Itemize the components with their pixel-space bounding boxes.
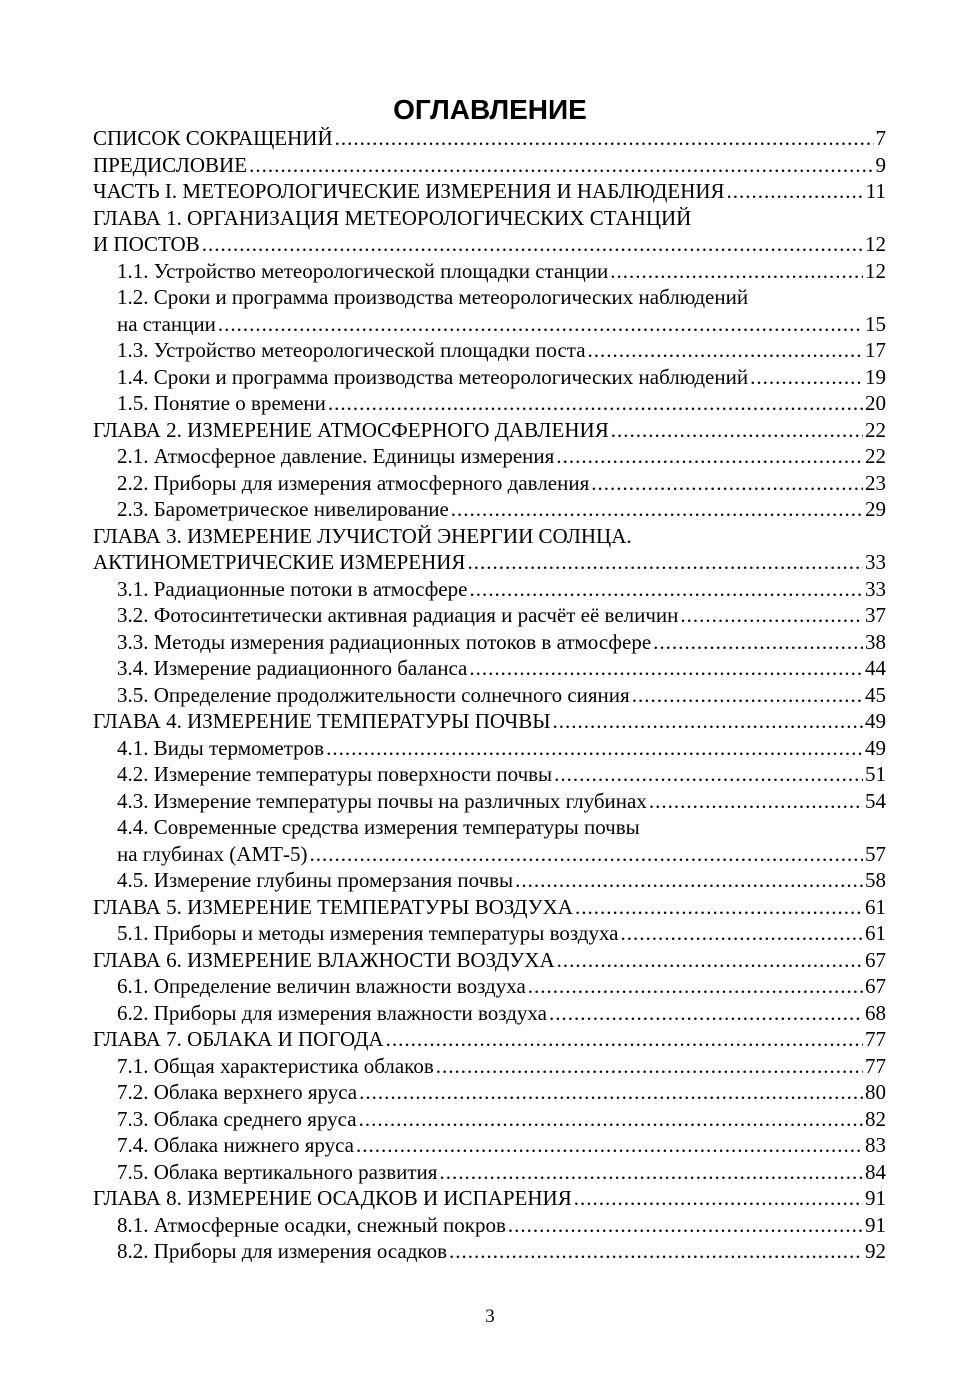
toc-entry-row — [117, 920, 886, 947]
toc-entry-row — [117, 788, 886, 815]
toc-entry-row — [117, 576, 886, 603]
dot-leader — [649, 788, 863, 815]
dot-leader — [335, 125, 874, 152]
toc-entry-title: ПРЕДИСЛОВИЕ — [93, 152, 248, 177]
toc-entry-row — [117, 1159, 886, 1186]
dot-leader — [574, 1185, 863, 1212]
toc-entry-page: 77 — [865, 1053, 886, 1078]
toc-entry-title: ГЛАВА 8. ИЗМЕРЕНИЕ ОСАДКОВ И ИСПАРЕНИЯ — [93, 1186, 572, 1210]
toc-entry[interactable] — [93, 1132, 886, 1159]
dot-leader — [557, 947, 863, 974]
toc-entry[interactable] — [93, 1106, 886, 1133]
toc-entry[interactable] — [93, 1238, 886, 1265]
toc-entry-title: СПИСОК СОКРАЩЕНИЙ — [93, 126, 333, 150]
toc-entry-row — [117, 1132, 886, 1159]
toc-entry-page: 23 — [865, 470, 886, 495]
toc-entry-title: 4.5. Измерение глубины промерзания почвы — [117, 868, 514, 892]
toc-entry-page: 22 — [865, 417, 886, 442]
toc-entry-title: 2.2. Приборы для измерения атмосферного давления — [117, 470, 590, 495]
toc-entry-page: 77 — [865, 1027, 886, 1051]
toc-entry-title: 7.2. Облака верхнего яруса — [117, 1080, 358, 1104]
toc-entry-row — [117, 841, 886, 868]
toc-entry-page: 12 — [865, 258, 886, 283]
toc-entry-title: 5.1. Приборы и методы измерения температуры воздуха — [117, 921, 619, 945]
toc-entry-page: 54 — [865, 788, 886, 813]
toc-entry-row — [93, 1185, 886, 1212]
toc-entry[interactable] — [93, 708, 886, 735]
dot-leader — [436, 1053, 863, 1080]
toc-entry-title: 8.2. Приборы для измерения осадков — [117, 1239, 447, 1263]
dot-leader — [439, 1159, 863, 1186]
toc-entry[interactable] — [93, 629, 886, 656]
toc-entry-title: 7.4. Облака нижнего яруса — [117, 1133, 354, 1157]
dot-leader — [356, 1132, 863, 1159]
toc-entry[interactable] — [93, 523, 886, 576]
toc-entry[interactable] — [93, 735, 886, 762]
toc-entry-title: на станции — [117, 311, 216, 336]
toc-entry[interactable] — [93, 443, 886, 470]
toc-entry-row — [117, 735, 886, 762]
toc-entry-title: 4.1. Виды термометров — [117, 735, 325, 760]
toc-entry-title: на глубинах (АМТ-5) — [117, 841, 308, 866]
toc-entry[interactable] — [93, 470, 886, 497]
toc-entry-title: ГЛАВА 7. ОБЛАКА И ПОГОДА — [93, 1027, 384, 1051]
toc-entry-page: 44 — [865, 656, 886, 680]
toc-entry-page: 68 — [865, 1000, 886, 1025]
toc-entry-title: И ПОСТОВ — [93, 232, 200, 256]
toc-entry-page: 49 — [865, 735, 886, 760]
dot-leader — [359, 1106, 863, 1133]
toc-entry[interactable] — [93, 814, 886, 867]
dot-leader — [611, 417, 863, 444]
dot-leader — [549, 1000, 863, 1027]
dot-leader — [553, 708, 863, 735]
toc-entry[interactable] — [93, 920, 886, 947]
toc-entry-title: 6.1. Определение величин влажности воздуха — [117, 974, 526, 998]
toc-entry-row — [93, 125, 886, 152]
toc-entry-page: 33 — [865, 576, 886, 601]
toc-entry-row — [117, 867, 886, 894]
dot-leader — [469, 655, 863, 682]
toc-entry-row — [117, 1079, 886, 1106]
toc-entry-page: 80 — [865, 1080, 886, 1104]
toc-entry-title-line: ГЛАВА 3. ИЗМЕРЕНИЕ ЛУЧИСТОЙ ЭНЕРГИИ СОЛНЦА. — [93, 523, 632, 548]
toc-entry-row — [117, 629, 886, 656]
dot-leader — [621, 920, 864, 947]
toc-entry[interactable] — [93, 682, 886, 709]
toc-entry[interactable] — [93, 655, 886, 682]
toc-entry-title-line: ГЛАВА 1. ОРГАНИЗАЦИЯ МЕТЕОРОЛОГИЧЕСКИХ СТАНЦИЙ — [93, 205, 692, 230]
toc-entry-row — [117, 761, 886, 788]
toc-entry-row — [117, 496, 886, 523]
toc-entry-page: 51 — [865, 762, 886, 786]
toc-entry-row — [93, 231, 886, 258]
toc-entry-page: 67 — [865, 947, 886, 972]
dot-leader — [359, 1079, 863, 1106]
dot-leader — [386, 1026, 863, 1053]
toc-entry-row — [117, 470, 886, 497]
toc-entry-page: 7 — [875, 126, 886, 150]
toc-entry-title: 1.1. Устройство метеорологической площадки станции — [117, 258, 609, 283]
toc-entry-row — [117, 1212, 886, 1239]
toc-entry-page: 92 — [865, 1239, 886, 1263]
toc-entry-row — [93, 549, 886, 576]
toc-entry-title: ГЛАВА 2. ИЗМЕРЕНИЕ АТМОСФЕРНОГО ДАВЛЕНИЯ — [93, 417, 609, 442]
dot-leader — [309, 841, 863, 868]
toc-entry-title: 3.5. Определение продолжительности солнечного сияния — [117, 682, 630, 707]
dot-leader — [554, 761, 863, 788]
toc-entry-row — [117, 337, 886, 364]
toc-entry-title: АКТИНОМЕТРИЧЕСКИЕ ИЗМЕРЕНИЯ — [93, 550, 466, 574]
toc-entry-title-line: 1.2. Сроки и программа производства метеорологических наблюдений — [117, 285, 749, 309]
toc-entry-row — [93, 947, 886, 974]
toc-entry[interactable] — [93, 284, 886, 337]
dot-leader — [575, 894, 863, 921]
toc-entry-page: 58 — [865, 868, 886, 892]
toc-entry-row — [93, 708, 886, 735]
toc-entry[interactable] — [93, 1159, 886, 1186]
dot-leader — [508, 1212, 863, 1239]
toc-entry-row — [117, 973, 886, 1000]
dot-leader — [588, 337, 863, 364]
toc-entry-row — [117, 602, 886, 629]
toc-entry-row — [117, 682, 886, 709]
toc-entry[interactable] — [93, 178, 886, 205]
toc-entry[interactable] — [93, 894, 886, 921]
toc-entry[interactable] — [93, 125, 886, 152]
toc-entry-title-line: 4.4. Современные средства измерения температуры почвы — [117, 815, 640, 839]
toc-entry-title: ГЛАВА 4. ИЗМЕРЕНИЕ ТЕМПЕРАТУРЫ ПОЧВЫ — [93, 709, 551, 733]
toc-entry-page: 15 — [865, 311, 886, 336]
toc-entry-row — [93, 894, 886, 921]
toc-entry-title: 4.2. Измерение температуры поверхности почвы — [117, 762, 553, 786]
toc-entry[interactable] — [93, 390, 886, 417]
toc-entry-row — [117, 1000, 886, 1027]
page-title: ОГЛАВЛЕНИЕ — [393, 94, 587, 125]
toc-entry-page: 33 — [865, 550, 886, 574]
toc-entry-title: 3.1. Радиационные потоки в атмосфере — [117, 576, 468, 601]
toc-entry-page: 37 — [865, 603, 886, 627]
toc-entry-row — [117, 655, 886, 682]
toc-entry[interactable] — [93, 364, 886, 391]
toc-entry-title: 1.5. Понятие о времени — [117, 391, 326, 415]
dot-leader — [610, 258, 863, 285]
toc-entry[interactable] — [93, 576, 886, 603]
toc-entry-page: 22 — [865, 444, 886, 468]
toc-entry[interactable] — [93, 947, 886, 974]
toc-entry-title: 7.5. Облака вертикального развития — [117, 1159, 438, 1184]
toc-entry-row — [117, 443, 886, 470]
toc-entry[interactable] — [93, 205, 886, 258]
toc-entry-row — [93, 1026, 886, 1053]
toc-entry-page: 67 — [865, 974, 886, 998]
toc-entry-row — [93, 178, 886, 205]
toc-entry-row — [93, 417, 886, 444]
toc-entry-page: 82 — [865, 1106, 886, 1131]
toc-entry-row — [117, 390, 886, 417]
toc-entry-page: 91 — [865, 1212, 886, 1237]
toc-entry[interactable] — [93, 761, 886, 788]
toc-entry-row — [117, 1106, 886, 1133]
toc-entry-page: 9 — [875, 152, 886, 177]
toc-entry[interactable] — [93, 1185, 886, 1212]
toc-entry-title: 8.1. Атмосферные осадки, снежный покров — [117, 1212, 506, 1237]
toc-entry[interactable] — [93, 602, 886, 629]
dot-leader — [326, 735, 863, 762]
dot-leader — [218, 311, 863, 338]
dot-leader — [727, 178, 864, 205]
dot-leader — [451, 496, 863, 523]
toc-entry[interactable] — [93, 1212, 886, 1239]
toc-entry-title: 2.1. Атмосферное давление. Единицы измерения — [117, 444, 555, 468]
toc-entry-page: 12 — [865, 232, 886, 256]
toc-entry-row — [117, 311, 886, 338]
toc-entry-page: 45 — [865, 682, 886, 707]
toc-entry-page: 61 — [865, 894, 886, 919]
toc-entry-title: 1.3. Устройство метеорологической площадки поста — [117, 338, 586, 362]
dot-leader — [469, 576, 863, 603]
dot-leader — [449, 1238, 863, 1265]
toc-entry-row — [117, 258, 886, 285]
toc-entry-page: 38 — [865, 629, 886, 654]
toc-entry-page: 83 — [865, 1133, 886, 1157]
toc-entry-title: ГЛАВА 6. ИЗМЕРЕНИЕ ВЛАЖНОСТИ ВОЗДУХА — [93, 947, 555, 972]
toc-entry-page: 20 — [865, 391, 886, 415]
toc-entry[interactable] — [93, 788, 886, 815]
toc-entry-page: 11 — [865, 179, 886, 203]
toc-entry-page: 29 — [865, 497, 886, 521]
toc-entry-page: 61 — [865, 921, 886, 945]
dot-leader — [467, 549, 863, 576]
toc-entry[interactable] — [93, 1000, 886, 1027]
toc-entry-title: 1.4. Сроки и программа производства метеорологических наблюдений — [117, 364, 749, 389]
toc-entry-title: 3.3. Методы измерения радиационных потоков в атмосфере — [117, 629, 652, 654]
toc-entry-page: 19 — [865, 364, 886, 389]
toc-entry-row — [117, 1053, 886, 1080]
toc-entry-page: 91 — [865, 1186, 886, 1210]
toc-entry-row — [117, 364, 886, 391]
toc-entry-title: ЧАСТЬ I. МЕТЕОРОЛОГИЧЕСКИЕ ИЗМЕРЕНИЯ И НАБЛЮДЕНИЯ — [93, 179, 725, 203]
toc-entry[interactable] — [93, 417, 886, 444]
toc-entry[interactable] — [93, 258, 886, 285]
toc-entry[interactable] — [93, 973, 886, 1000]
toc-entry-title: ГЛАВА 5. ИЗМЕРЕНИЕ ТЕМПЕРАТУРЫ ВОЗДУХА — [93, 894, 573, 919]
toc-entry[interactable] — [93, 1079, 886, 1106]
toc-entry-page: 84 — [865, 1159, 886, 1184]
dot-leader — [632, 682, 863, 709]
toc-entry[interactable] — [93, 337, 886, 364]
toc-entry-title: 3.2. Фотосинтетически активная радиация и расчёт её величин — [117, 603, 679, 627]
page-number: 3 — [485, 1306, 495, 1327]
toc-entry-title: 7.1. Общая характеристика облаков — [117, 1053, 434, 1078]
toc-entry-title: 2.3. Барометрическое нивелирование — [117, 497, 449, 521]
dot-leader — [328, 390, 863, 417]
dot-leader — [680, 602, 863, 629]
toc-entry[interactable] — [93, 496, 886, 523]
toc-entry[interactable] — [93, 1053, 886, 1080]
dot-leader — [249, 152, 873, 179]
toc-entry-title: 3.4. Измерение радиационного баланса — [117, 656, 468, 680]
dot-leader — [653, 629, 863, 656]
toc-entry-title: 7.3. Облака среднего яруса — [117, 1106, 357, 1131]
toc-entry-page: 49 — [865, 709, 886, 733]
dot-leader — [515, 867, 863, 894]
toc-entry[interactable] — [93, 1026, 886, 1053]
dot-leader — [528, 973, 863, 1000]
dot-leader — [591, 470, 863, 497]
dot-leader — [202, 231, 863, 258]
toc-entry-row — [93, 152, 886, 179]
dot-leader — [556, 443, 863, 470]
toc-entry-row — [117, 1238, 886, 1265]
toc-entry-page: 57 — [865, 841, 886, 866]
toc-entry[interactable] — [93, 867, 886, 894]
toc-entry[interactable] — [93, 152, 886, 179]
toc-entry-page: 17 — [865, 338, 886, 362]
table-of-contents — [93, 125, 886, 1265]
dot-leader — [750, 364, 863, 391]
toc-entry-title: 4.3. Измерение температуры почвы на различных глубинах — [117, 788, 647, 813]
toc-entry-title: 6.2. Приборы для измерения влажности воздуха — [117, 1000, 547, 1025]
